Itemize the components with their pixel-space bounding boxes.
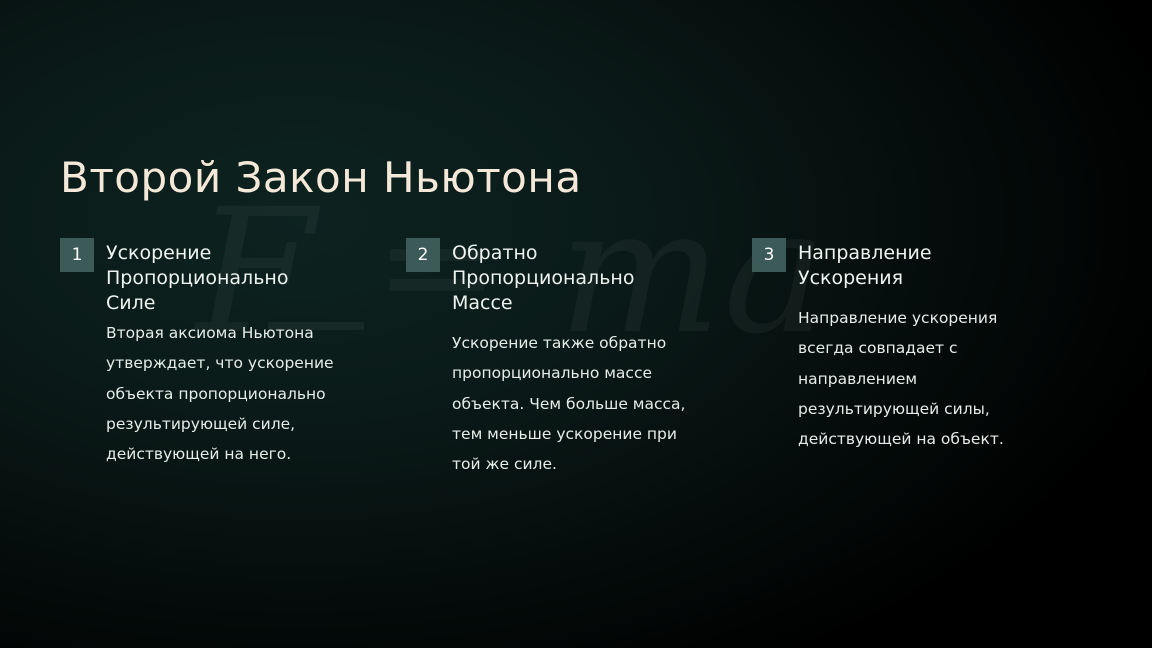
column-1-heading: Ускорение Пропорционально Силе	[106, 242, 289, 315]
column-3	[752, 238, 1048, 479]
column-1-body: Вторая аксиома Ньютона утверждает, что ускорение объекта пропорционально результирующей силе, действующей на него.	[106, 324, 334, 464]
column-2	[406, 238, 702, 479]
column-3-header	[752, 238, 1048, 291]
column-2-header	[406, 238, 702, 316]
page-title: Второй Закон Ньютона	[60, 153, 582, 202]
column-2-number-badge: 2	[406, 238, 440, 272]
column-2-heading: Обратно Пропорционально Массе	[452, 242, 635, 315]
column-3-body: Направление ускорения всегда совпадает с направлением результирующей силы, действующей на объект.	[798, 309, 1004, 449]
column-3-heading: Направление Ускорения	[798, 242, 932, 290]
column-1-number-badge: 1	[60, 238, 94, 272]
columns-container	[60, 238, 1100, 479]
column-1-header	[60, 238, 356, 316]
column-2-body: Ускорение также обратно пропорционально массе объекта. Чем больше масса, тем меньше ускорение при той же силе.	[452, 334, 686, 474]
column-1	[60, 238, 356, 479]
column-3-number-badge: 3	[752, 238, 786, 272]
